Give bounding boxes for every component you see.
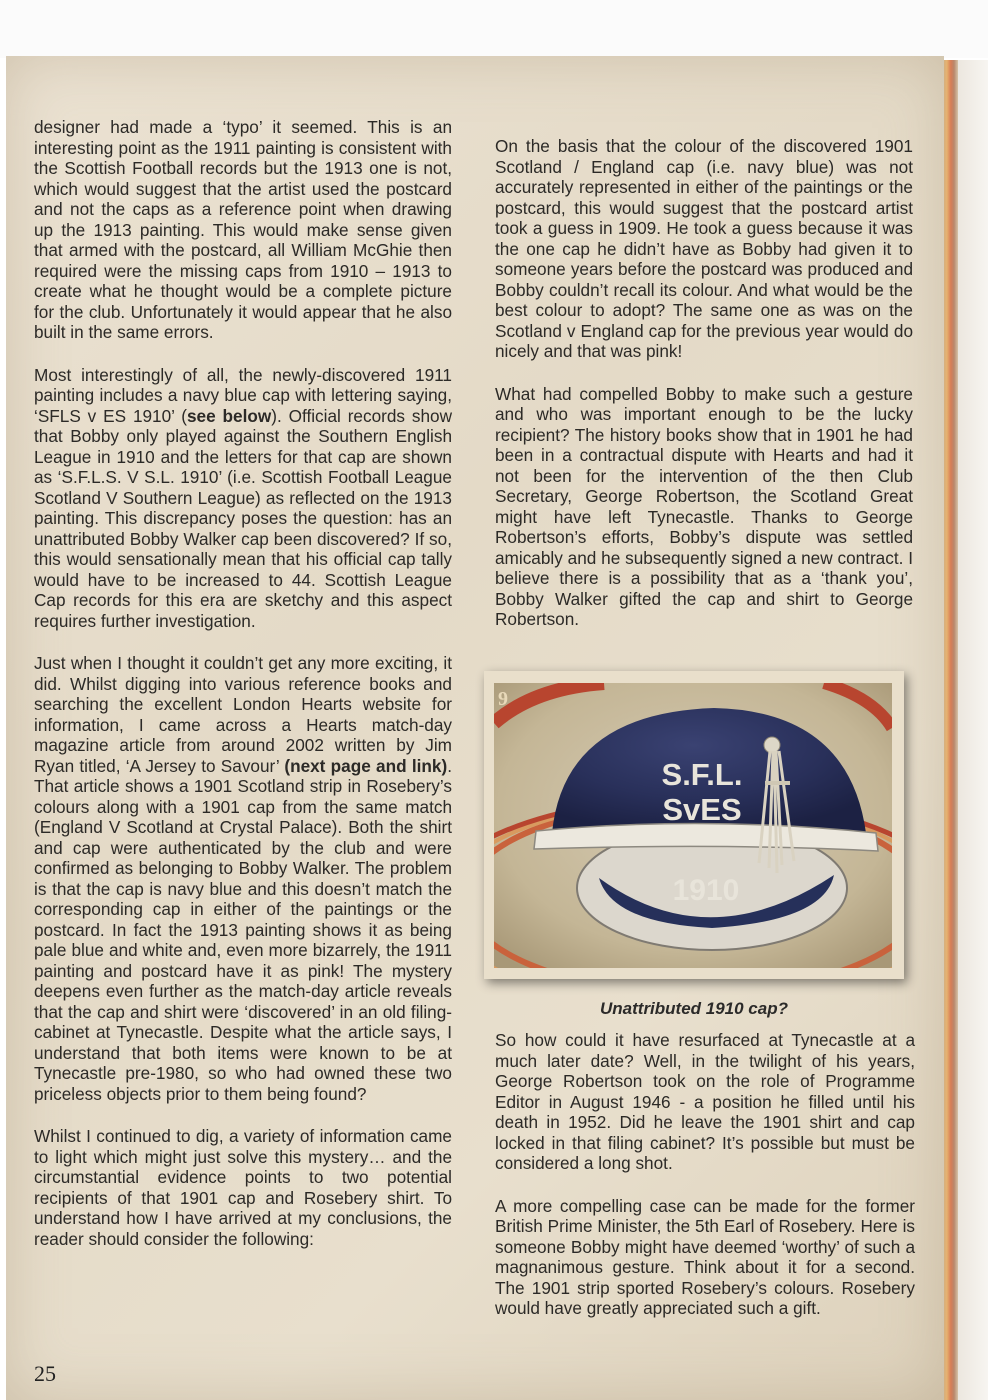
cap-painting-image xyxy=(494,683,892,968)
see-below-reference: see below xyxy=(186,405,272,426)
next-page-link-reference: (next page and link) xyxy=(284,755,448,776)
right-column-bottom xyxy=(495,1030,915,1341)
page-edge-right xyxy=(958,60,988,1400)
cap-lettering-year: 1910 xyxy=(672,874,740,907)
right-paragraph-4: A more compelling case can be made for the former British Prime Minister, the 5th Earl of Rosebery. Here is someone Bobby might have deemed ‘worthy’ of such a magnanimous gesture. Think about it for a second. The 1901 strip sported Rosebery’s colours. Rosebery would have greatly appreciated such a gift. xyxy=(495,1195,915,1318)
page-edge-left xyxy=(942,60,958,1400)
left-column xyxy=(34,117,452,1271)
right-paragraph-3: So how could it have resurfaced at Tynecastle at a much later date? Well, in the twilight of his years, George Robertson took on the role of Programme Editor in August 1946 - a position he filled until his death in 1952. Did he leave the 1901 shirt and cap locked in that filing cabinet? It’s possible but must be considered a long shot. xyxy=(495,1030,915,1173)
left-paragraph-4: Whilst I continued to dig, a variety of information came to light which might just solve this mystery… and the circumstantial evidence points to two potential recipients of that 1901 cap and Rosebery shirt. To understand how I have arrived at my conclusions, the reader should consider the following: xyxy=(34,1126,452,1249)
right-column-top xyxy=(495,136,913,652)
figure-caption: Unattributed 1910 cap? xyxy=(600,999,788,1018)
cap-lettering-line1: S.F.L. xyxy=(661,757,743,792)
left-paragraph-3 xyxy=(34,653,452,1104)
left-p2-text-a: Most interestingly of all, the newly-discovered 1911 painting includes a navy blue cap with lettering saying, ‘SFLS v ES 1910’ ( xyxy=(34,364,452,426)
left-p3-text-b: . That article shows a 1901 Scotland strip in Rosebery’s colours along with a 1901 cap from the same match (England V Scotland at Crystal Palace). Both the shirt and cap were authenticated by the club and were confirmed as belonging to Bobby Walker. The problem is that the cap is navy blue and this doesn’t match the corresponding cap in either of the paintings or the postcard. In fact the 1913 painting shows it as being pale blue and white and, even more bizarrely, the 1911 painting and postcard have it as pink! The mystery deepens even further as the match-day article reveals that the cap and shirt were ‘discovered’ in an old filing-cabinet at Tynecastle. Despite what the article says, I understand that both items were known to be at Tynecastle pre-1980, so who had owned these two priceless objects prior to them being found? xyxy=(34,755,452,1104)
page-number: 25 xyxy=(34,1361,56,1386)
right-paragraph-2: What had compelled Bobby to make such a gesture and who was important enough to be the lucky recipient? The history books show that in 1901 he had been in a contractual dispute with Hearts and had it not been for the intervention of the then Club Secretary, George Robertson, the Scotland Great might have left Tynecastle. Thanks to George Robertson’s efforts, Bobby’s dispute was settled amicably and he subsequently signed a new contract. I believe there is a possibility that as a ‘thank you’, Bobby Walker gifted the cap and shirt to George Robertson. xyxy=(495,383,913,629)
left-paragraph-1: designer had made a ‘typo’ it seemed. This is an interesting point as the 1911 painting is consistent with the Scottish Football records but the 1913 one is not, which would suggest that the artist used the postcard and not the caps as a reference point when drawing up the 1913 painting. This would make sense given that armed with the postcard, all William McGhie then required were the missing caps from 1910 – 1913 to create what he thought would be a complete picture for the club. Unfortunately it would appear that he also built in the same errors. xyxy=(34,117,452,342)
cap-photo xyxy=(494,683,892,968)
cap-lettering-line2: SvES xyxy=(662,792,742,827)
left-p3-text-a: Just when I thought it couldn’t get any more exciting, it did. Whilst digging into various reference books and searching the excellent London Hearts website for information, I came across a Hearts match-day magazine article from around 2002 written by Jim Ryan titled, ‘A Jersey to Savour’ xyxy=(34,653,452,776)
right-paragraph-1: On the basis that the colour of the discovered 1901 Scotland / England cap (i.e. navy blue) was not accurately represented in either of the paintings or the postcard, this would suggest that the postcard artist took a guess in 1909. He took a guess because it was the one cap he didn’t have as Bobby had given it to someone years before the postcard was produced and Bobby couldn’t recall its colour. And what would be the best colour to adopt? The same one as was on the Scotland v England cap for the previous year would do nicely and that was pink! xyxy=(495,136,913,361)
left-paragraph-2 xyxy=(34,365,452,632)
scan-background xyxy=(0,0,988,58)
cap-photo-frame xyxy=(484,671,904,979)
corner-digit: 9 xyxy=(498,688,508,710)
left-p2-text-b: ). Official records show that Bobby only played against the Southern English League in 1910 and the letters for that cap are shown as ‘S.F.L.S. V S.L. 1910’ (i.e. Scottish Football League Scotland V Southern League) as reflected on the 1913 painting. This discrepancy poses the question: has an unattributed Bobby Walker cap been discovered? If so, this would sensationally mean that his official cap tally would have to be increased to 44. Scottish League Cap records for this era are sketchy and this aspect requires further investigation. xyxy=(34,405,453,631)
